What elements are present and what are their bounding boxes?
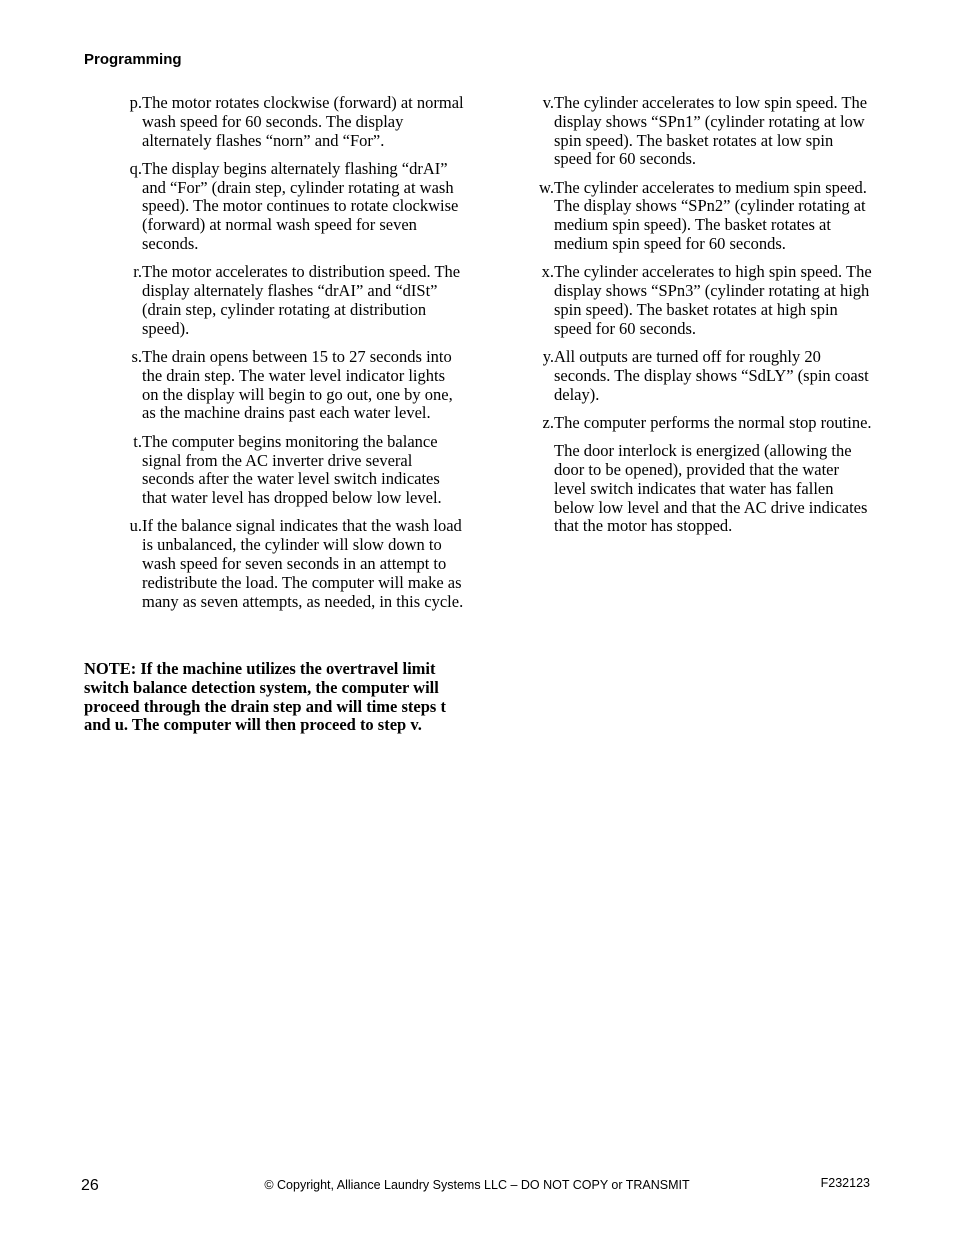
list-item-text: The cylinder accelerates to high spin speed. The display shows “SPn3” (cylinder rotating at high spin speed). The basket rotates at high spin speed for 60 seconds. [554,262,872,338]
list-item-text: All outputs are turned off for roughly 20 seconds. The display shows “SdLY” (spin coast delay). [554,347,869,404]
list-item [84,94,464,150]
list-item [84,517,464,611]
list-item-text: The cylinder accelerates to medium spin speed. The display shows “SPn2” (cylinder rotating at medium spin speed). The basket rotates at medium spin speed for 60 seconds. [554,177,867,254]
list-item-text: The cylinder accelerates to low spin speed. The display shows “SPn1” (cylinder rotating at low spin speed). The basket rotates at low spin speed for 60 seconds. [554,93,868,169]
copyright-notice: © Copyright, Alliance Laundry Systems LLC – DO NOT COPY or TRANSMIT [264,1178,690,1192]
list-item-text: If the balance signal indicates that the wash load is unbalanced, the cylinder will slow down to wash speed for seven seconds in an attempt to redistribute the load. The computer will make as many as seven attempts, as needed, in this cycle. [142,516,464,611]
list-marker: q. [129,158,142,178]
list-item-text: The computer begins monitoring the balance signal from the AC inverter drive several seconds after the water level switch indicates that water level has dropped below low level. [142,431,442,508]
list-item [84,160,464,254]
list-item [84,263,464,338]
list-marker: x. [541,262,554,282]
list-marker: v. [542,93,554,112]
list-marker: r. [133,262,142,282]
list-marker: u. [129,516,142,536]
list-item [520,179,872,254]
list-marker: s. [131,347,142,367]
list-item-text: The drain opens between 15 to 27 seconds into the drain step. The water level indicator lights on the display will begin to go out, one by one, as the machine drains past each water level. [142,347,453,423]
list-marker: y. [542,347,554,367]
list-item [84,348,464,423]
list-item-text: The motor rotates clockwise (forward) at normal wash speed for 60 seconds. The display alternately flashes “norn” and “For”. [142,93,464,150]
list-marker: t. [133,431,142,451]
closing-paragraph: The door interlock is energized (allowing the door to be opened), provided that the water level switch indicates that water has fallen below low level and that the AC drive indicates that the motor has stopped. [554,441,868,536]
list-item-text: The computer performs the normal stop routine. [554,412,872,432]
left-column [84,94,464,621]
right-column [520,94,872,536]
list-marker: p. [129,93,142,112]
document-id: F232123 [820,1176,870,1190]
list-marker: z. [542,412,554,432]
list-item-text: The display begins alternately flashing “drAI” and “For” (drain step, cylinder rotating at wash speed). The motor continues to rotate clockwise (forward) at normal wash speed for seven seconds. [142,158,459,254]
list-item [520,263,872,338]
list-item [520,94,872,169]
list-marker: w. [539,177,554,197]
list-item [520,414,872,433]
list-item [84,433,464,508]
note-paragraph: NOTE: If the machine utilizes the overtravel limit switch balance detection system, the computer will proceed through the drain step and will time steps t and u. The computer will then proceed to step v. [84,659,446,735]
list-item-text: The motor accelerates to distribution speed. The display alternately flashes “drAI” and “dISt” (drain step, cylinder rotating at distribution speed). [142,262,461,338]
section-header: Programming [84,51,182,68]
page-number: 26 [81,1177,99,1194]
list-item [520,348,872,404]
